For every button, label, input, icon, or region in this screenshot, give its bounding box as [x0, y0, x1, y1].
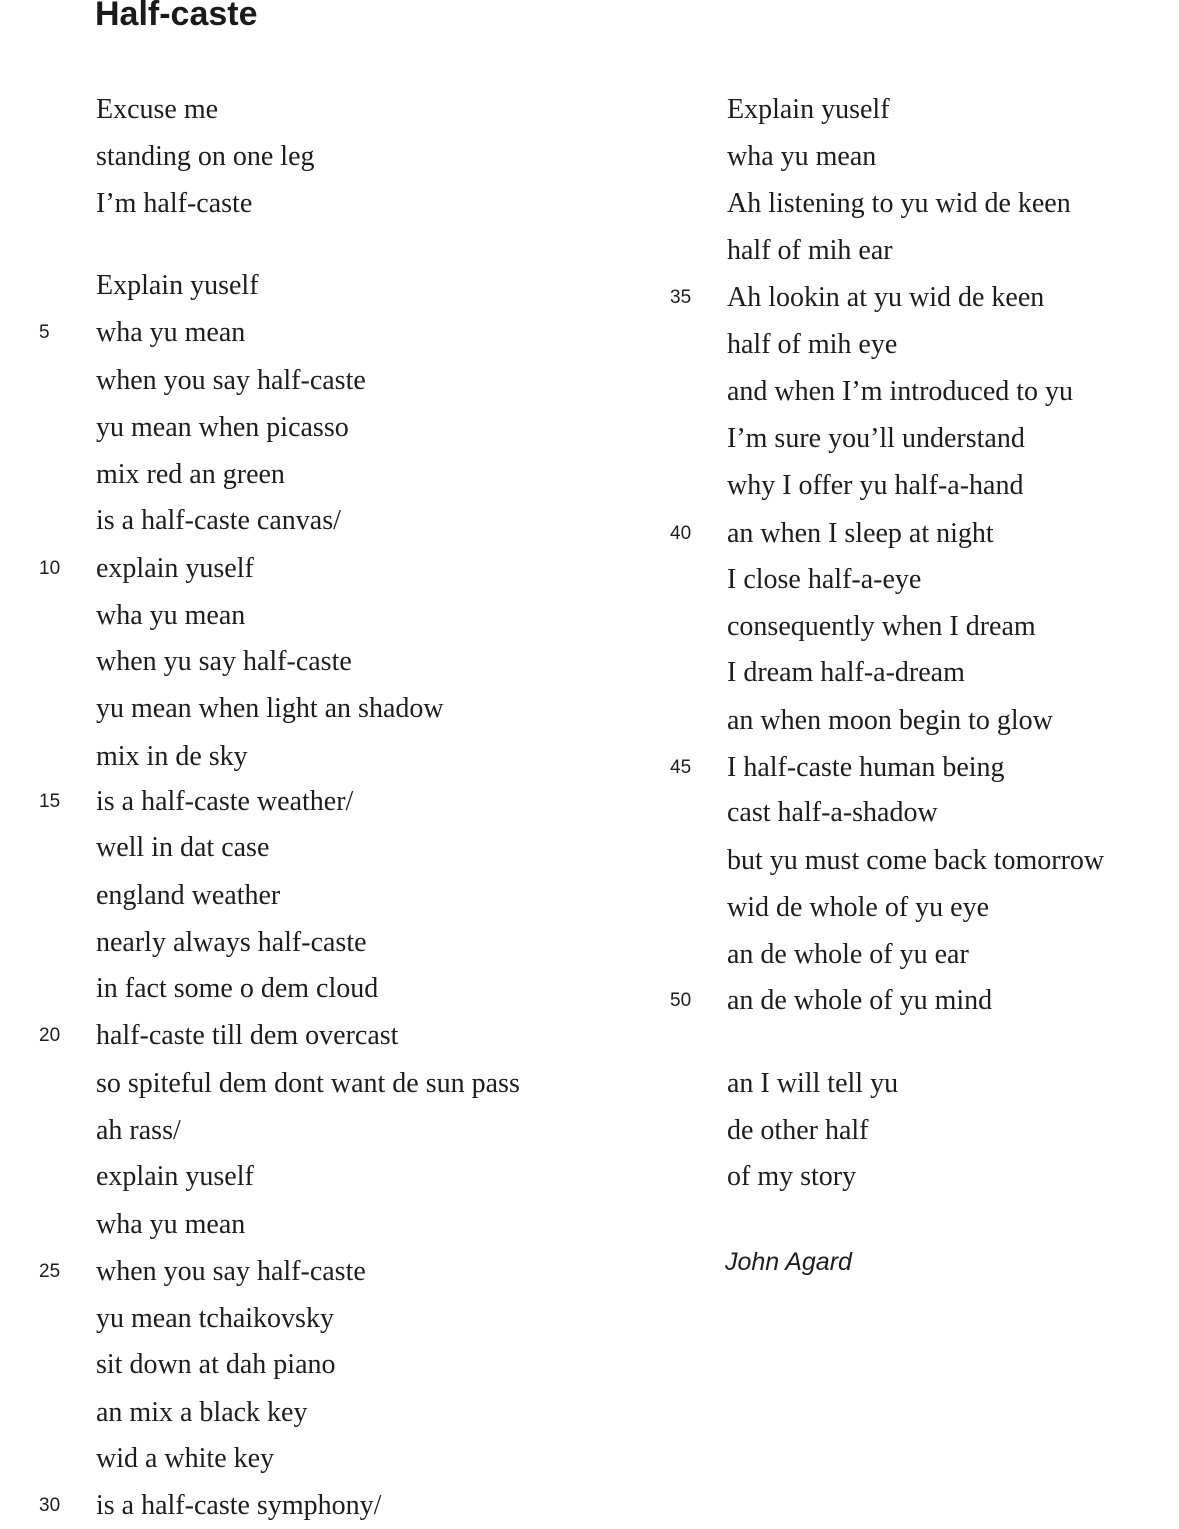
- line-number: 15: [39, 791, 61, 812]
- poem-line: Explain yuself: [727, 94, 890, 125]
- poem-line: de other half: [727, 1115, 869, 1146]
- line-number: 10: [39, 558, 61, 579]
- line-number: 50: [670, 990, 692, 1011]
- poem-line: is a half-caste canvas/: [96, 505, 341, 536]
- poem-line: when you say half-caste: [96, 1256, 366, 1287]
- line-number: 25: [39, 1261, 61, 1282]
- poem-line: Ah lookin at yu wid de keen: [727, 282, 1045, 313]
- poem-line: I dream half-a-dream: [727, 657, 965, 688]
- poem-line: explain yuself: [96, 1161, 254, 1192]
- poem-line: an de whole of yu ear: [727, 939, 969, 970]
- poem-line: nearly always half-caste: [96, 927, 367, 958]
- poem-line: Ah listening to yu wid de keen: [727, 188, 1071, 219]
- poem-line: when you say half-caste: [96, 365, 366, 396]
- poem-line: why I offer yu half-a-hand: [727, 470, 1024, 501]
- poem-line: standing on one leg: [96, 141, 315, 172]
- poem-line: an when I sleep at night: [727, 518, 994, 549]
- poem-line: is a half-caste weather/: [96, 786, 354, 817]
- poem-line: yu mean when picasso: [96, 412, 349, 443]
- line-number: 5: [39, 322, 50, 343]
- line-number: 20: [39, 1025, 61, 1046]
- poem-line: I’m sure you’ll understand: [727, 423, 1025, 454]
- poem-line: yu mean tchaikovsky: [96, 1303, 334, 1334]
- poem-line: well in dat case: [96, 832, 270, 863]
- poem-line: yu mean when light an shadow: [96, 693, 444, 724]
- poem-line: mix red an green: [96, 459, 285, 490]
- poem-line: an de whole of yu mind: [727, 985, 993, 1016]
- line-number: 45: [670, 757, 692, 778]
- poem-line: wha yu mean: [96, 1209, 246, 1240]
- poem-line: consequently when I dream: [727, 611, 1036, 642]
- poem-line: Excuse me: [96, 94, 219, 125]
- poem-line: is a half-caste symphony/: [96, 1490, 382, 1521]
- poem-author: John Agard: [725, 1248, 852, 1276]
- poem-line: wid de whole of yu eye: [727, 892, 990, 923]
- poem-line: so spiteful dem dont want de sun pass: [96, 1068, 520, 1099]
- poem-line: explain yuself: [96, 553, 254, 584]
- poem-line: but yu must come back tomorrow: [727, 845, 1105, 876]
- poem-line: sit down at dah piano: [96, 1349, 336, 1380]
- poem-line: Explain yuself: [96, 270, 259, 301]
- poem-line: an mix a black key: [96, 1397, 308, 1428]
- poem-line: of my story: [727, 1161, 857, 1192]
- poem-line: mix in de sky: [96, 741, 248, 772]
- line-number: 40: [670, 523, 692, 544]
- poem-line: england weather: [96, 880, 281, 911]
- poem-line: wha yu mean: [96, 600, 246, 631]
- line-number: 35: [670, 287, 692, 308]
- poem-line: an when moon begin to glow: [727, 705, 1053, 736]
- poem-title: Half-caste: [95, 0, 258, 33]
- poem-line: ah rass/: [96, 1115, 181, 1146]
- poem-line: I half-caste human being: [727, 752, 1005, 783]
- poem-line: wid a white key: [96, 1443, 275, 1474]
- poem-line: half of mih eye: [727, 329, 898, 360]
- line-number: 30: [39, 1495, 61, 1516]
- poem-line: in fact some o dem cloud: [96, 973, 379, 1004]
- poem-line: and when I’m introduced to yu: [727, 376, 1074, 407]
- poem-line: cast half-a-shadow: [727, 797, 938, 828]
- poem-line: wha yu mean: [96, 317, 246, 348]
- poem-line: I close half-a-eye: [727, 564, 922, 595]
- poem-line: half-caste till dem overcast: [96, 1020, 399, 1051]
- poem-line: when yu say half-caste: [96, 646, 352, 677]
- poem-line: half of mih ear: [727, 235, 893, 266]
- poem-line: I’m half-caste: [96, 188, 253, 219]
- poem-line: wha yu mean: [727, 141, 877, 172]
- poem-line: an I will tell yu: [727, 1068, 899, 1099]
